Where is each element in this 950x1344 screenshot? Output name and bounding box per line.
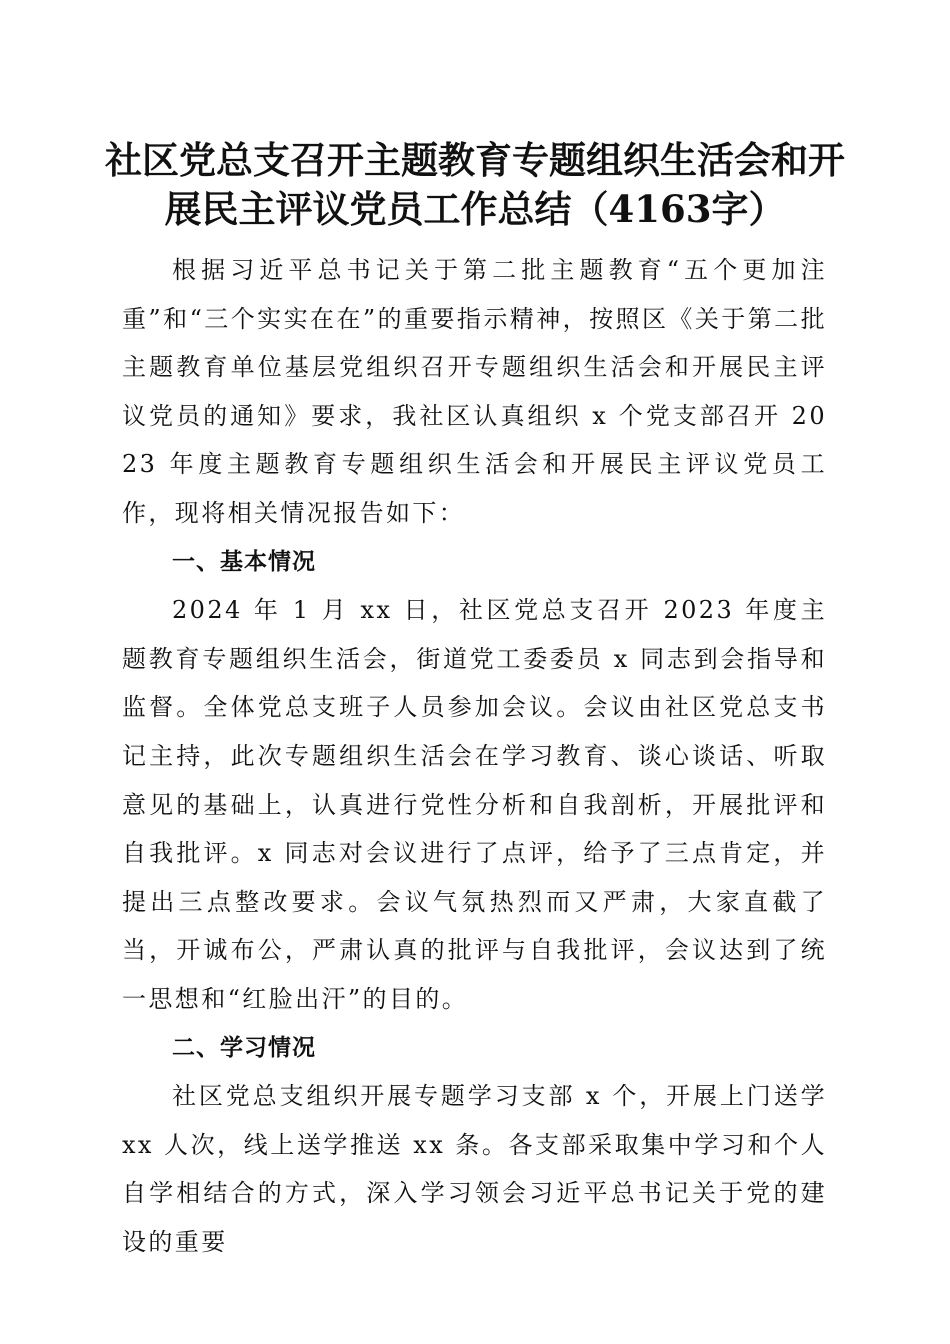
document-title xyxy=(100,136,850,234)
study-situation-paragraph: 社区党总支组织开展专题学习支部 x 个，开展上门送学 xx 人次，线上送学推送 xx 条。各支部采取集中学习和个人自学相结合的方式，深入学习领会习近平总书记关于党的建设的重要 xyxy=(122,1082,827,1256)
title-line-2: 展民主评议党员工作总结（4163字） xyxy=(164,187,786,231)
document-body xyxy=(122,246,827,1266)
section-heading-study: 二、学习情况 xyxy=(172,1034,316,1061)
section-heading-basic: 一、基本情况 xyxy=(172,548,316,575)
intro-paragraph: 根据习近平总书记关于第二批主题教育“五个更加注重”和“三个实实在在”的重要指示精神，按照区《关于第二批主题教育单位基层党组织召开专题组织生活会和开展民主评议党员的通知》要求，我社区认真组织 x 个党支部召开 2023 年度主题教育专题组织生活会和开展民主评议党员工作，现将相关情况报告如下： xyxy=(122,256,827,527)
basic-situation-paragraph: 2024 年 1 月 xx 日，社区党总支召开 2023 年度主题教育专题组织生活会，街道党工委委员 x 同志到会指导和监督。全体党总支班子人员参加会议。会议由社区党总支书记主持，此次专题组织生活会在学习教育、谈心谈话、听取意见的基础上，认真进行党性分析和自我剖析，开展批评和自我批评。x 同志对会议进行了点评，给予了三点肯定，并提出三点整改要求。会议气氛热烈而又严肃，大家直截了当，开诚布公，严肃认真的批评与自我批评，会议达到了统一思想和“红脸出汗”的目的。 xyxy=(122,596,827,1013)
title-line-1: 社区党总支召开主题教育专题组织生活会和开 xyxy=(105,138,845,182)
